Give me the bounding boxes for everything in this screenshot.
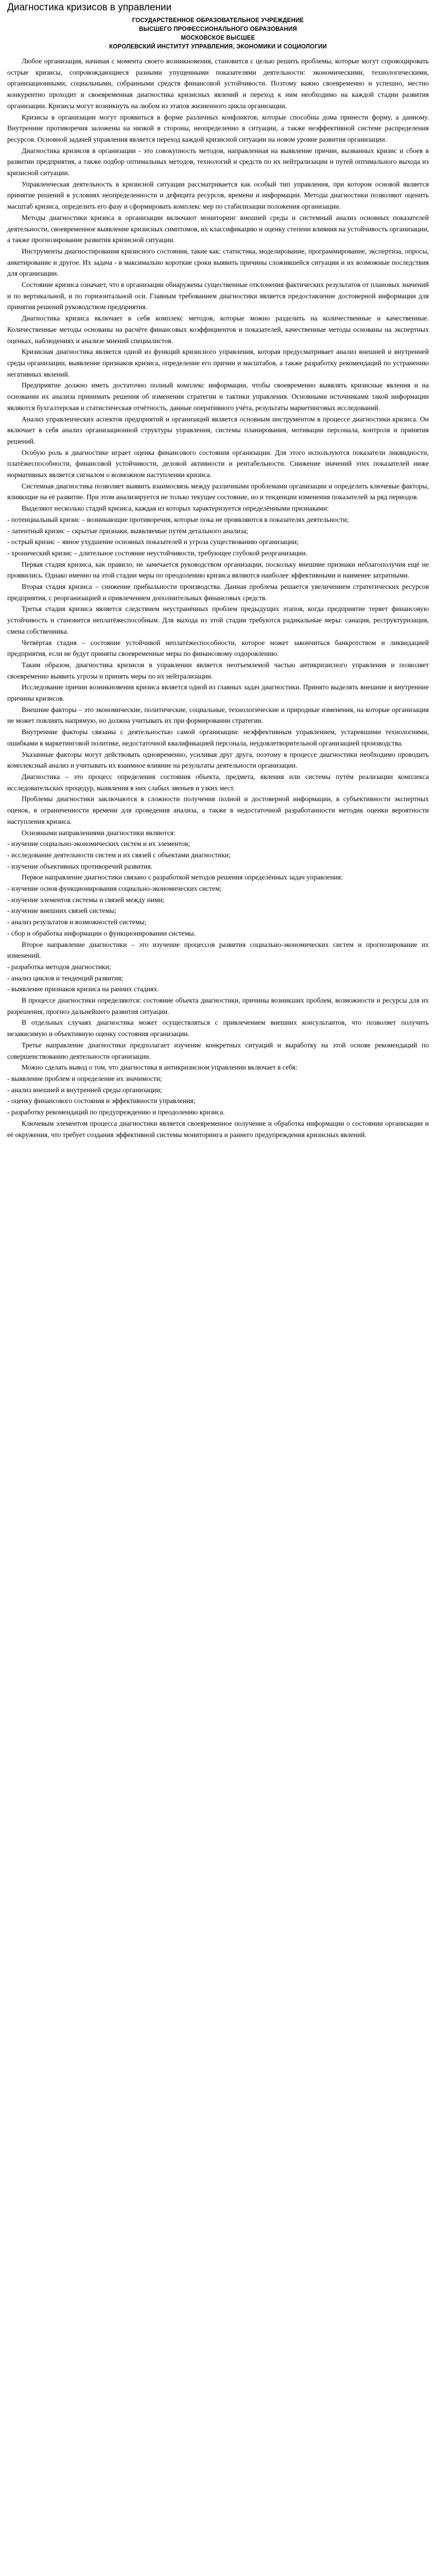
body-paragraph: Предприятие должно иметь достаточно полный комплекс информации, чтобы своевременно выявлять кризисные явления и на основании их анализа принимать решения об изменении стратегии и тактики управления. Основными источниками такой информации являются бухгалтерская и статистическая отчётность, данные оперативного учёта, результаты маркетинговых исследований.: [7, 381, 429, 412]
body-paragraph: Кризисы в организации могут проявиться в форме различных конфликтов, которые способны дома принести форму, а данному. Внутренние противоречия заложены на низкой в стороны, неопределенно в ситуации, а также неэффективной системе распределения ресурсов. Основной задачей управления является переход каждой кризисной ситуации на новом уровне развития организации.: [7, 113, 429, 143]
body-paragraph: - анализ результатов и возможностей системы;: [7, 918, 147, 926]
body-paragraph: Состояние кризиса означает, что в организации обнаружены существенные отклонения фактических результатов от плановых значений и по вертикальной, и по горизонтальной оси. Главным требованием диагностики является предоставление достоверной информации для принятия решений руководством предприятия.: [7, 281, 429, 311]
body-paragraph: - изучение элементов системы и связей между ними;: [7, 895, 165, 904]
body-paragraph: - потенциальный кризис – возникающие противоречия, которые пока не проявляются в показателях деятельности;: [7, 515, 349, 523]
body-paragraph: Кризисная диагностика является одной из функций кризисного управления, которая предусматривает анализ внешней и внутренней среды организации, выявление признаков кризиса, определение его причин и масштабов, а также разработку рекомендаций по устранению негативных явлений.: [7, 348, 429, 378]
body-paragraph: Первая стадия кризиса, как правило, не замечается руководством организации, поскольку внешние признаки неблагополучия ещё не проявились. Однако именно на этой стадии меры по преодолению кризиса являются наиболее эффективными и наименее затратными.: [7, 560, 429, 580]
body-paragraph: В процессе диагностики определяются: состояние объекта диагностики, причины возникших проблем, возможности и ресурсы для их разрешения, прогноз дальнейшего развития ситуации.: [7, 996, 429, 1015]
body-paragraph: Первое направление диагностики связано с разработкой методов решения определённых задач управления:: [22, 873, 343, 882]
body-paragraph: - разработку рекомендаций по предупреждению и преодолению кризиса.: [7, 1108, 225, 1116]
body-paragraph: Основными направлениями диагностики являются:: [22, 828, 176, 837]
body-paragraph: - изучение социально-экономических систем и их элементов;: [7, 840, 190, 848]
body-paragraph: Диагностика – это процесс определения состояния объекта, предмета, явления или системы путём реализации комплекса исследовательских процедур, выявления в них слабых звеньев и узких мест.: [7, 773, 429, 792]
body-paragraph: Диагностика кризисов в организации - это совокупность методов, направленная на выявление причин, вызванных кризис и сбоев в развитии предприятия, а также подбор оптимальных методов, технологий и средств по их нейтрализации и путей оптимального выхода из кризисной ситуации.: [7, 146, 429, 177]
body-paragraph: Четвёртая стадия – состояние устойчивой неплатёжеспособности, которое может закончиться банкротством и ликвидацией предприятия, если не будут приняты своевременные меры по финансовому оздоровлению.: [7, 638, 429, 658]
body-paragraph: - хронический кризис – длительное состояние неустойчивости, требующее глубокой реорганизации.: [7, 549, 308, 557]
body-paragraph: - исследование деятельности систем и их связей с объектами диагностики;: [7, 851, 231, 859]
body-paragraph: Системная диагностика позволяет выявить взаимосвязь между различными проблемами организации и определить ключевые факторы, влияющие на её развитие. При этом анализируется не только текущее состояние, но и тенденции изменения показателей за ряд периодов.: [7, 482, 429, 501]
body-paragraph: Третье направление диагностики предполагает изучение конкретных ситуаций и выработку на этой основе рекомендаций по совершенствованию деятельности организации.: [7, 1041, 429, 1060]
header-line-3: МОСКОВСКОЕ ВЫСШЕЕ: [181, 35, 255, 41]
body-paragraph: - оценку финансового состояния и эффективности управления;: [7, 1097, 196, 1105]
body-paragraph: Второе направление диагностики – это изучение процессов развития социально-экономических систем и прогнозирование их изменений.: [7, 940, 429, 960]
header-line-4: КОРОЛЕВСКИЙ ИНСТИТУТ УПРАВЛЕНИЯ, ЭКОНОМИКИ И СОЦИОЛОГИИ: [109, 44, 327, 50]
body-paragraph: Особую роль в диагностике играет оценка финансового состояния организации. Для этого используются показатели ликвидности, платёжеспособности, финансовой устойчивости, деловой активности и рентабельности. Снижение значений этих показателей ниже нормативных является сигналом о возможном наступлении кризиса.: [7, 448, 429, 479]
document-title: Диагностика кризисов в управлении: [7, 2, 172, 13]
body-paragraph: Методы диагностики кризиса в организации включают мониторинг внешней среды и системный анализ основных показателей деятельности, своевременное выявление кризисных симптомов, их классификацию и оценку степени влияния на устойчивость организации, а также прогнозирование развития кризисной ситуации.: [7, 213, 429, 244]
body-paragraph: Таким образом, диагностика кризисов в управлении является неотъемлемой частью антикризисного управления и позволяет своевременно выявить угрозы и принять меры по их нейтрализации.: [7, 660, 429, 680]
body-text: [7, 56, 429, 1140]
body-paragraph: Управленческая деятельность в кризисной ситуации рассматривается как особый тип управления, при котором основой является принятие решений в условиях неопределенности и дефицита ресурсов, времени и информации. Методы диагностики позволяют оценить масштаб кризиса, определить его фазу и сформировать комплекс мер по стабилизации положения организации.: [7, 180, 429, 211]
header-line-2: ВЫСШЕГО ПРОФЕССИОНАЛЬНОГО ОБРАЗОВАНИЯ: [139, 26, 297, 32]
body-paragraph: Указанные факторы могут действовать одновременно, усиливая друг друга, поэтому в процессе диагностики необходимо проводить комплексный анализ и учитывать их взаимное влияние на результаты деятельности организации.: [7, 750, 429, 770]
body-paragraph: - анализ внешней и внутренней среды организации;: [7, 1086, 162, 1094]
body-paragraph: Проблемы диагностики заключаются в сложности получения полной и достоверной информации, в субъективности экспертных оценок, в ограниченности времени для проведения анализа, а также в недостаточной разработанности методик оценки вероятности наступления кризиса.: [7, 795, 429, 825]
body-paragraph: - изучение основ функционирования социально-экономических систем;: [7, 885, 222, 893]
body-paragraph: - выявление проблем и определение их значимости;: [7, 1074, 162, 1082]
body-paragraph: - острый кризис – явное ухудшение основных показателей и угроза существованию организации;: [7, 538, 299, 546]
body-paragraph: Выделяют несколько стадий кризиса, каждая из которых характеризуется определёнными признаками:: [22, 504, 329, 513]
body-paragraph: - разработка методов диагностики;: [7, 962, 111, 971]
body-paragraph: - анализ циклов и тенденций развития;: [7, 974, 124, 982]
body-paragraph: - латентный кризис – скрытые признаки, выявляемые путём детального анализа;: [7, 527, 249, 535]
body-paragraph: - изучение внешних связей системы;: [7, 907, 117, 915]
body-paragraph: Любое организация, начиная с момента своего возникновения, становится с целью решить проблемы, которые могут спровоцировать острые кризисы, сопровождающиеся разными упущенными показателями деятельности: экономическими, технологическими, организационными, социальными, собранными средств финансовой устойчивости. Поэтому важно своевременно и успешно, местно конкурентно проходит и своевременная диагностика кризисных явлений и переход к ним необходимо на каждой стадии развития организации. Кризисы могут возникнуть на любом из этапов жизненного цикла организации.: [7, 57, 429, 110]
body-paragraph: Внутренние факторы связаны с деятельностью самой организации: неэффективным управлением, устаревшими технологиями, ошибками в маркетинговой политике, недостаточной квалификацией персонала, неудовлетворительной организацией производства.: [7, 728, 429, 747]
header-line-1: ГОСУДАРСТВЕННОЕ ОБРАЗОВАТЕЛЬНОЕ УЧРЕЖДЕНИЕ: [132, 18, 304, 24]
body-paragraph: Вторая стадия кризиса – снижение прибыльности производства. Данная проблема решается увеличением стратегических ресурсов предприятия, с реорганизацией и привлечением дополнительных финансовых средств.: [7, 583, 429, 602]
body-paragraph: Инструменты диагностирования кризисного состояния, такие как: статистика, моделирование, программирование, экспертиза, опросы, анкетирование и другое. Их задача - в максимально короткие сроки выявить причины сложившейся ситуации и их возможные последствия для организации.: [7, 247, 429, 278]
body-paragraph: В отдельных случаях диагностика может осуществляться с привлечением внешних консультантов, что позволяет получить независимую и объективную оценку состояния организации.: [7, 1019, 429, 1038]
document-page: [0, 0, 436, 1140]
body-paragraph: Можно сделать вывод о том, что диагностика в антикризисном управлении включает в себя:: [22, 1063, 298, 1072]
body-paragraph: - изучение объективных противоречий развития.: [7, 862, 153, 870]
body-paragraph: Внешние факторы – это экономические, политические, социальные, технологические и природные изменения, на которые организация не может повлиять напрямую, но должна учитывать их при формировании стратегии.: [7, 705, 429, 725]
body-paragraph: Ключевым элементом процесса диагностики является своевременное получение и обработка информации о состоянии организации и её окружения, что требует создания эффективной системы мониторинга и раннего предупреждения кризисных явлений.: [7, 1119, 429, 1139]
body-paragraph: Анализ управленческих аспектов предприятий и организаций является основным инструментом в процессе диагностики кризиса. Он включает в себя анализ организационной структуры управления, системы планирования, мотивации персонала, контроля и принятия решений.: [7, 415, 429, 445]
body-paragraph: Третья стадия кризиса является следствием неустранённых проблем предыдущих этапов, когда предприятие теряет финансовую устойчивость и становится неплатёжеспособным. Для выхода из этой стадии требуются радикальные меры: санация, реструктуризация, смена собственника.: [7, 605, 429, 635]
body-paragraph: Диагностика кризиса включает в себя комплекс методов, которые можно разделить на количественные и качественные. Количественные методы основаны на расчёте финансовых коэффициентов и показателей, качественные методы основаны на экспертных оценках, наблюдениях и анализе мнений специалистов.: [7, 314, 429, 345]
body-paragraph: - сбор и обработка информации о функционировании системы.: [7, 929, 196, 937]
body-paragraph: - выявление признаков кризиса на ранних стадиях.: [7, 985, 159, 993]
body-paragraph: Исследование причин возникновения кризиса является одной из главных задач диагностики. Принято выделять внешние и внутренние причины кризисов.: [7, 683, 429, 703]
